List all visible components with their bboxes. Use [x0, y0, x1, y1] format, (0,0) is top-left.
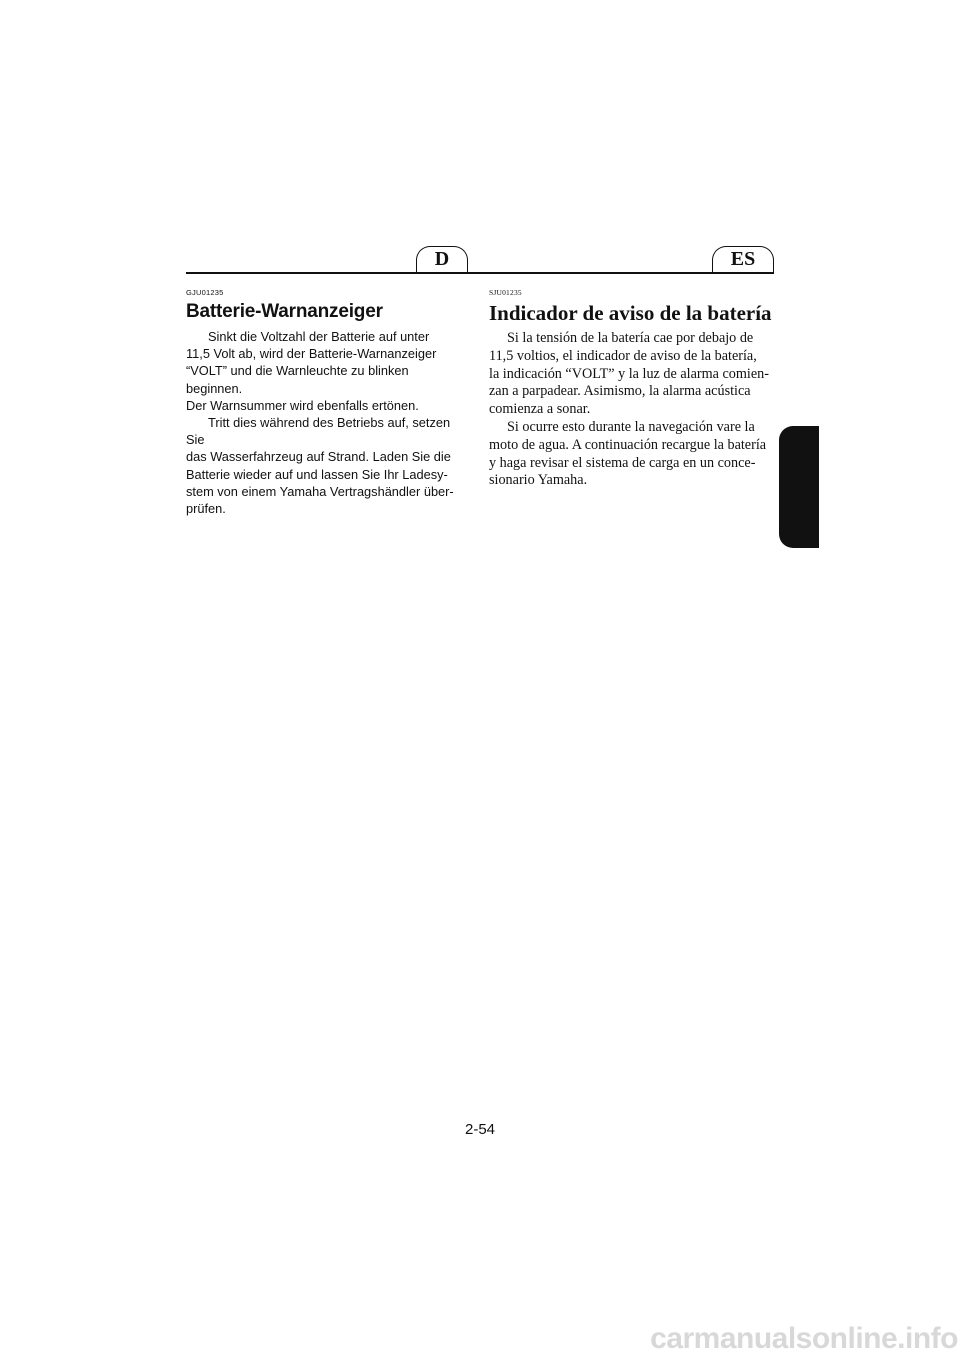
german-column — [186, 288, 468, 517]
german-paragraph-1: Sinkt die Voltzahl der Batterie auf unter 11,5 Volt ab, wird der Batterie-Warnanzeiger “VOLT” und die Warnleuchte zu blinken beginnen. Der Warnsummer wird ebenfalls ertönen. — [186, 329, 437, 413]
spanish-heading: Indicador de aviso de la batería — [489, 301, 772, 325]
spanish-section-code: SJU01235 — [489, 288, 522, 297]
german-paragraph-2: Tritt dies während des Betriebs auf, setzen Sie das Wasserfahrzeug auf Strand. Laden Sie die Batterie wieder auf und lassen Sie Ihr Ladesy- stem von einem Yamaha Vertragshändler über- prüfen. — [186, 415, 454, 517]
page-number: 2-54 — [464, 1121, 496, 1138]
header-divider — [186, 272, 774, 274]
spanish-column — [489, 288, 774, 490]
watermark: carmanualsonline.info — [650, 1322, 958, 1355]
language-tab-german-label: D — [434, 248, 450, 270]
language-tab-spanish — [712, 246, 774, 272]
spanish-paragraph-1: Si la tensión de la batería cae por debajo de 11,5 voltios, el indicador de aviso de la batería, la indicación “VOLT” y la luz de alarma comien- zan a parpadear. Asimismo, la alarma acústica comienza a sonar. — [489, 330, 769, 418]
section-thumb-tab — [779, 426, 819, 548]
language-tab-german — [416, 246, 468, 272]
german-heading: Batterie-Warnanzeiger — [186, 301, 383, 322]
language-tab-spanish-label: ES — [730, 248, 756, 270]
german-section-code: GJU01235 — [186, 288, 224, 297]
spanish-paragraph-2: Si ocurre esto durante la navegación vare la moto de agua. A continuación recargue la batería y haga revisar el sistema de carga en un conce- sionario Yamaha. — [489, 418, 767, 489]
